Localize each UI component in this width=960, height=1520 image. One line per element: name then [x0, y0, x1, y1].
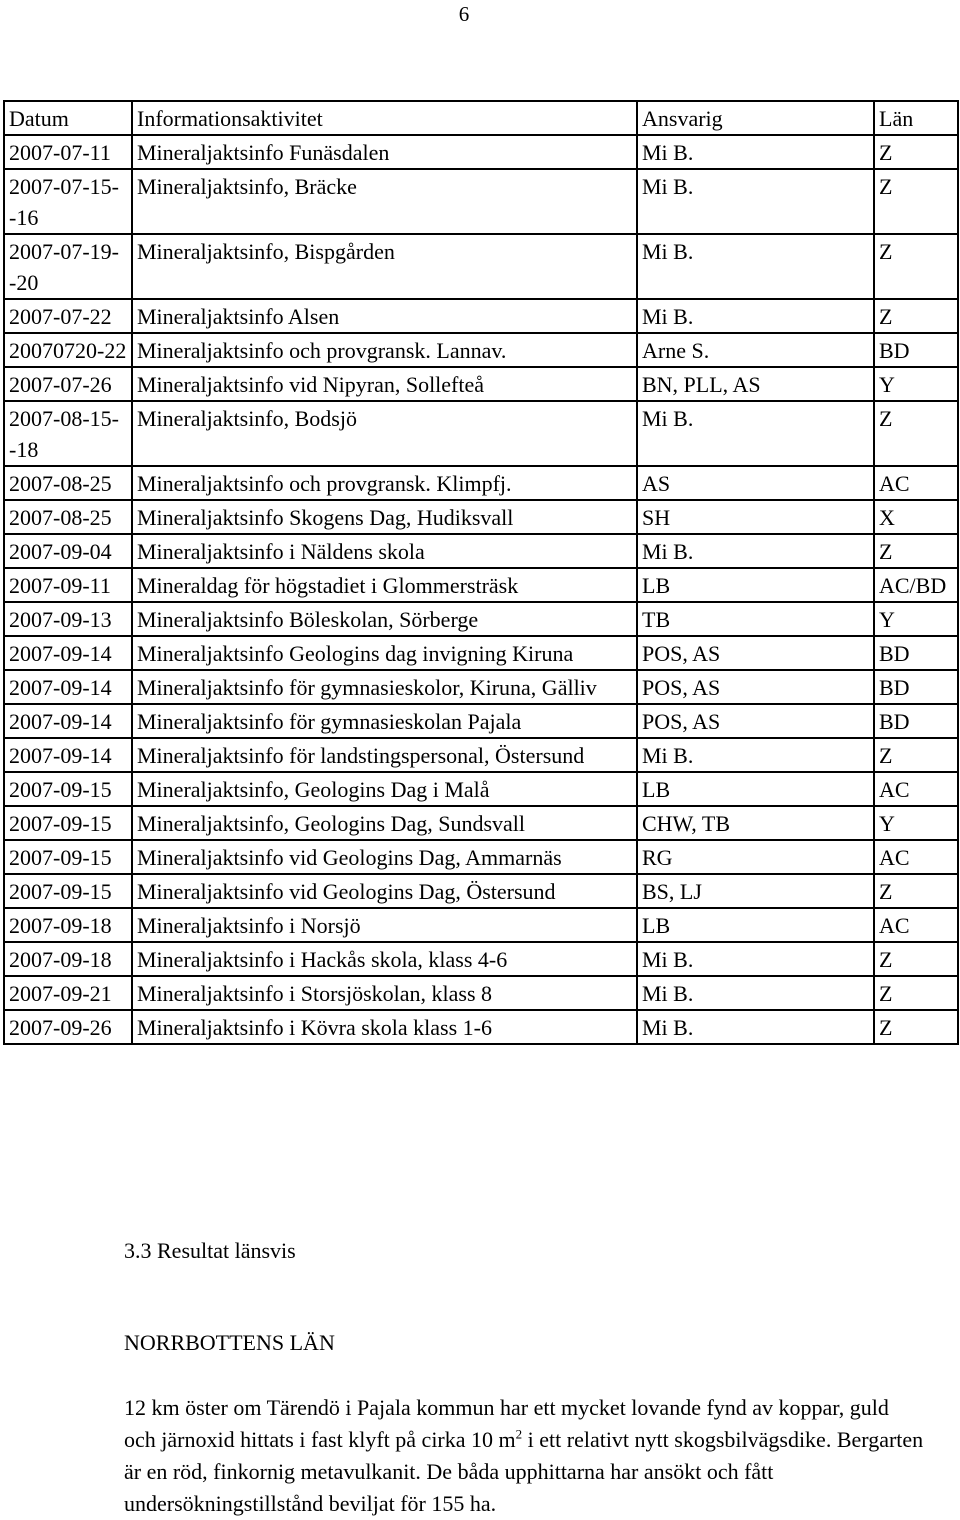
cell-lan: BD [874, 670, 958, 704]
cell-ansvarig: Mi B. [637, 135, 874, 169]
table-row [4, 704, 958, 738]
cell-aktivitet: Mineraljaktsinfo för gymnasieskolan Pajala [132, 704, 637, 738]
table-row [4, 534, 958, 568]
table-row [4, 169, 958, 234]
cell-lan: X [874, 500, 958, 534]
table-row [4, 135, 958, 169]
cell-aktivitet: Mineraljaktsinfo Geologins dag invigning Kiruna [132, 636, 637, 670]
cell-lan: AC [874, 840, 958, 874]
cell-ansvarig: SH [637, 500, 874, 534]
cell-lan: AC [874, 466, 958, 500]
cell-ansvarig: Mi B. [637, 534, 874, 568]
cell-lan: BD [874, 636, 958, 670]
cell-aktivitet: Mineraljaktsinfo vid Geologins Dag, Östersund [132, 874, 637, 908]
cell-datum: 2007-09-14 [4, 670, 132, 704]
cell-ansvarig: Mi B. [637, 942, 874, 976]
cell-lan: Z [874, 299, 958, 333]
table-row [4, 942, 958, 976]
cell-ansvarig: BN, PLL, AS [637, 367, 874, 401]
cell-aktivitet: Mineraljaktsinfo Skogens Dag, Hudiksvall [132, 500, 637, 534]
cell-aktivitet: Mineraljaktsinfo och provgransk. Klimpfj. [132, 466, 637, 500]
cell-aktivitet: Mineraljaktsinfo, Geologins Dag, Sundsvall [132, 806, 637, 840]
cell-datum: 2007-09-15 [4, 772, 132, 806]
cell-datum: 2007-08-15--18 [4, 401, 132, 466]
cell-ansvarig: TB [637, 602, 874, 636]
cell-ansvarig: Mi B. [637, 738, 874, 772]
table-row [4, 840, 958, 874]
table-row [4, 1010, 958, 1044]
header-lan: Län [874, 101, 958, 135]
table-row [4, 333, 958, 367]
cell-datum: 2007-07-19--20 [4, 234, 132, 299]
cell-aktivitet: Mineraljaktsinfo i Kövra skola klass 1-6 [132, 1010, 637, 1044]
table-row [4, 772, 958, 806]
cell-lan: Z [874, 874, 958, 908]
cell-lan: Z [874, 234, 958, 299]
table-row [4, 908, 958, 942]
cell-datum: 2007-09-14 [4, 738, 132, 772]
county-heading: NORRBOTTENS LÄN [124, 1330, 335, 1355]
table-row [4, 234, 958, 299]
section-heading: 3.3 Resultat länsvis [124, 1238, 296, 1263]
header-datum: Datum [4, 101, 132, 135]
cell-datum: 2007-09-18 [4, 942, 132, 976]
cell-aktivitet: Mineraljaktsinfo vid Nipyran, Sollefteå [132, 367, 637, 401]
table-row [4, 976, 958, 1010]
cell-aktivitet: Mineraljaktsinfo vid Geologins Dag, Ammarnäs [132, 840, 637, 874]
cell-aktivitet: Mineraljaktsinfo Alsen [132, 299, 637, 333]
cell-lan: BD [874, 704, 958, 738]
cell-lan: Y [874, 367, 958, 401]
cell-ansvarig: LB [637, 908, 874, 942]
cell-ansvarig: Mi B. [637, 1010, 874, 1044]
cell-ansvarig: CHW, TB [637, 806, 874, 840]
cell-ansvarig: Mi B. [637, 169, 874, 234]
cell-lan: Z [874, 169, 958, 234]
cell-datum: 2007-07-22 [4, 299, 132, 333]
cell-lan: Y [874, 602, 958, 636]
cell-ansvarig: POS, AS [637, 704, 874, 738]
header-informationsaktivitet: Informationsaktivitet [132, 101, 637, 135]
table-row [4, 602, 958, 636]
cell-datum: 2007-09-15 [4, 874, 132, 908]
table-row [4, 401, 958, 466]
table-header-row [4, 101, 958, 135]
cell-ansvarig: LB [637, 568, 874, 602]
cell-lan: BD [874, 333, 958, 367]
table-row [4, 806, 958, 840]
cell-ansvarig: POS, AS [637, 670, 874, 704]
cell-aktivitet: Mineraljaktsinfo i Näldens skola [132, 534, 637, 568]
cell-lan: Z [874, 401, 958, 466]
cell-datum: 2007-07-26 [4, 367, 132, 401]
cell-ansvarig: BS, LJ [637, 874, 874, 908]
cell-datum: 2007-09-04 [4, 534, 132, 568]
header-ansvarig: Ansvarig [637, 101, 874, 135]
table-row [4, 670, 958, 704]
cell-lan: AC [874, 908, 958, 942]
cell-lan: Z [874, 534, 958, 568]
superscript-2: 2 [515, 1426, 523, 1442]
cell-aktivitet: Mineraljaktsinfo och provgransk. Lannav. [132, 333, 637, 367]
table-row [4, 874, 958, 908]
paragraph-text-1: 12 km öster om Tärendö i Pajala kommun har ett mycket lovande fynd av koppar, guld och järnoxid hittats i fast klyft på cirka 10 m [124, 1395, 889, 1452]
cell-ansvarig: Mi B. [637, 299, 874, 333]
table-row [4, 367, 958, 401]
activity-table-body [4, 101, 958, 1044]
cell-lan: Z [874, 135, 958, 169]
cell-aktivitet: Mineraljaktsinfo i Hackås skola, klass 4-6 [132, 942, 637, 976]
table-row [4, 299, 958, 333]
cell-datum: 2007-07-15--16 [4, 169, 132, 234]
cell-ansvarig: RG [637, 840, 874, 874]
cell-lan: Z [874, 738, 958, 772]
cell-datum: 2007-09-14 [4, 636, 132, 670]
cell-aktivitet: Mineraldag för högstadiet i Glommersträsk [132, 568, 637, 602]
cell-aktivitet: Mineraljaktsinfo för gymnasieskolor, Kiruna, Gälliv [132, 670, 637, 704]
cell-aktivitet: Mineraljaktsinfo i Norsjö [132, 908, 637, 942]
cell-datum: 2007-09-13 [4, 602, 132, 636]
cell-ansvarig: Arne S. [637, 333, 874, 367]
table-row [4, 738, 958, 772]
cell-ansvarig: Mi B. [637, 976, 874, 1010]
cell-ansvarig: Mi B. [637, 401, 874, 466]
cell-datum: 2007-08-25 [4, 500, 132, 534]
cell-datum: 2007-08-25 [4, 466, 132, 500]
cell-datum: 2007-09-11 [4, 568, 132, 602]
table-row [4, 636, 958, 670]
cell-aktivitet: Mineraljaktsinfo Böleskolan, Sörberge [132, 602, 637, 636]
cell-aktivitet: Mineraljaktsinfo Funäsdalen [132, 135, 637, 169]
table-row [4, 500, 958, 534]
cell-ansvarig: AS [637, 466, 874, 500]
table-row [4, 568, 958, 602]
activity-table [3, 100, 959, 1045]
cell-aktivitet: Mineraljaktsinfo, Bräcke [132, 169, 637, 234]
cell-aktivitet: Mineraljaktsinfo för landstingspersonal, Östersund [132, 738, 637, 772]
body-paragraph [124, 1392, 924, 1520]
cell-aktivitet: Mineraljaktsinfo, Geologins Dag i Malå [132, 772, 637, 806]
paragraph-text-2: i ett relativt nytt skogsbilvägsdike. Bergarten är en röd, finkornig metavulkanit. De båda upphittarna har ansökt och fått undersökningstillstånd beviljat för 155 ha. [124, 1427, 924, 1516]
cell-lan: Y [874, 806, 958, 840]
cell-lan: Z [874, 976, 958, 1010]
cell-datum: 2007-09-14 [4, 704, 132, 738]
cell-datum: 2007-07-11 [4, 135, 132, 169]
cell-datum: 2007-09-18 [4, 908, 132, 942]
cell-datum: 2007-09-15 [4, 806, 132, 840]
cell-lan: Z [874, 942, 958, 976]
cell-lan: AC/BD [874, 568, 958, 602]
cell-datum: 2007-09-26 [4, 1010, 132, 1044]
cell-datum: 20070720-22 [4, 333, 132, 367]
cell-aktivitet: Mineraljaktsinfo i Storsjöskolan, klass 8 [132, 976, 637, 1010]
cell-datum: 2007-09-15 [4, 840, 132, 874]
page-number: 6 [458, 2, 470, 26]
cell-ansvarig: LB [637, 772, 874, 806]
table-row [4, 466, 958, 500]
cell-aktivitet: Mineraljaktsinfo, Bodsjö [132, 401, 637, 466]
cell-lan: Z [874, 1010, 958, 1044]
cell-aktivitet: Mineraljaktsinfo, Bispgården [132, 234, 637, 299]
cell-ansvarig: Mi B. [637, 234, 874, 299]
cell-ansvarig: POS, AS [637, 636, 874, 670]
cell-datum: 2007-09-21 [4, 976, 132, 1010]
cell-lan: AC [874, 772, 958, 806]
